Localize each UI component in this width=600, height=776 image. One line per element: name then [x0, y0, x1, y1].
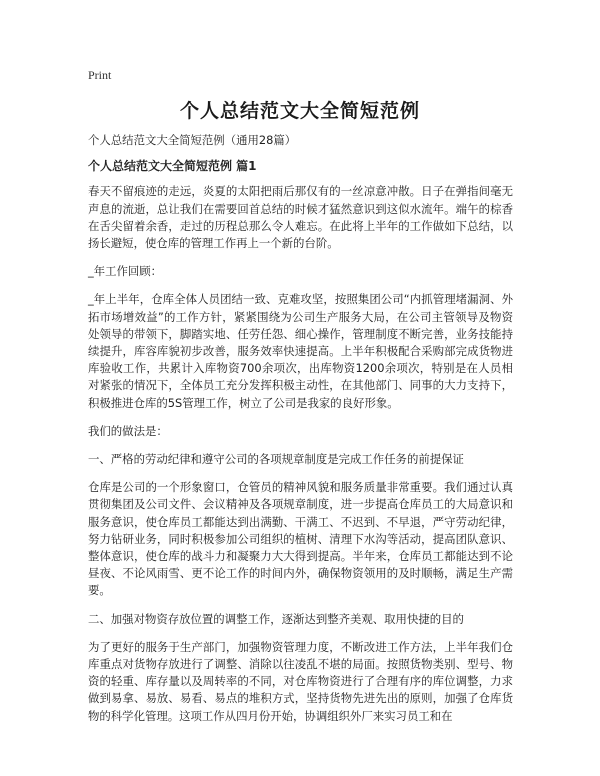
paragraph-review-heading: _年工作回顾： — [88, 264, 163, 279]
paragraph-point-one-heading: 一、严格的劳动纪律和遵守公司的各项规章制度是完成工作任务的前提保证 — [88, 452, 464, 467]
document-subtitle: 个人总结范文大全简短范例（通用28篇） — [88, 133, 297, 147]
page-title: 个人总结范文大全简短范例 — [179, 100, 420, 122]
paragraph-point-one: 仓库是公司的一个形象窗口，仓管员的精神风貌和服务质量非常重要。我们通过认真贯彻集团及公司文件、会议精神及各项规章制度，进一步提高仓库员工的大局意识和服务意识，使仓库员工都能达到出满勤、干满工、不迟到、不早退，严守劳动纪律，努力钻研业务，同时积极参加公司组织的植树、清理下水沟等活动，提高团队意识、整体意识，使仓库的战斗力和凝聚力大大得到提高。半年来，仓库员工都能达到不论昼夜、不论风雨雪、更不论工作的时间内外，确保物资领用的及时顺畅，满足生产需要。 — [88, 480, 513, 598]
paragraph-review: _年上半年，仓库全体人员团结一致、克难攻坚，按照集团公司“内抓管理堵漏洞、外拓市场增效益”的工作方针，紧紧围绕为公司生产服务大局，在公司主管领导及物资处领导的带领下，脚踏实地、任劳任怨、细心操作，管理制度不断完善，业务技能持续提升，库容库貌初步改善，服务效率快速提高。上半年积极配合采购部完成货物进库验收工作，共累计入库物资700余项次，出库物资1200余项次，特别是在人员相对紧张的情况下，全体员工充分发挥积极主动性，在其他部门、同事的大力支持下，积极推进仓库的5S管理工作，树立了公司是我家的良好形象。 — [88, 292, 513, 410]
paragraph-point-two-heading: 二、加强对物资存放位置的调整工作，逐渐达到整齐美观、取用快捷的目的 — [88, 611, 464, 626]
paragraph-methods-heading: 我们的做法是： — [88, 423, 168, 438]
document-body — [88, 132, 513, 736]
paragraph-intro: 春天不留痕迹的走远，炎夏的太阳把雨后那仅有的一丝凉意冲散。日子在弹指间毫无声息的流逝，总让我们在需要回首总结的时候才猛然意识到这似水流年。端午的棕香在舌尖留着余香，走过的历程总那么令人难忘。在此将上半年的工作做如下总结，以扬长避短，使仓库的管理工作再上一个新的台阶。 — [88, 184, 513, 251]
paragraph-point-two: 为了更好的服务于生产部门，加强物资管理力度，不断改进工作方法，上半年我们仓库重点对货物存放进行了调整、消除以往凌乱不堪的局面。按照货物类别、型号、物资的轻重、库存量以及周转率的不同，对仓库物资进行了合理有序的库位调整，力求做到易拿、易放、易看、易点的堆积方式，坚持货物先进先出的原则，加强了仓库货物的科学化管理。这项工作从四月份开始，协调组织外厂来实习员工和在 — [88, 639, 513, 723]
print-label: Print — [88, 68, 112, 82]
section-heading: 个人总结范文大全简短范例 篇1 — [88, 159, 257, 174]
